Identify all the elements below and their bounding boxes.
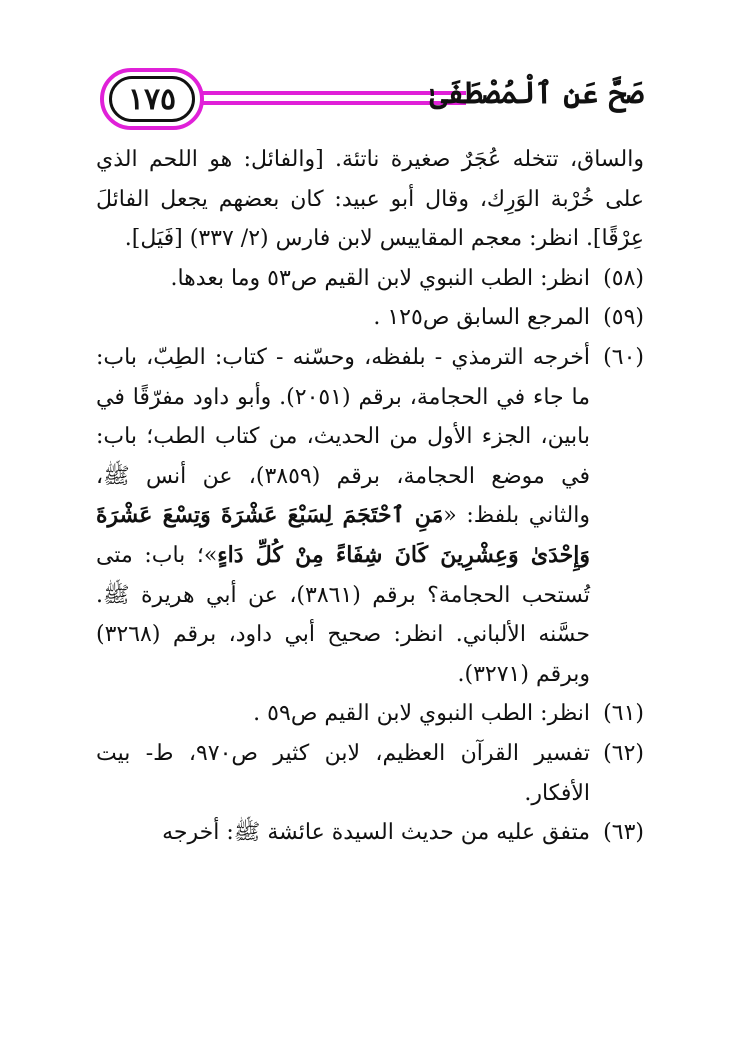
header-rule-line-top	[202, 91, 466, 95]
footnote-59	[96, 298, 644, 338]
footnote-text: تفسير القرآن العظيم، لابن كثير ص٩٧٠، ط- بيت الأفكار.	[96, 740, 590, 806]
header-rule	[202, 91, 466, 107]
page-number: ١٧٥	[109, 76, 195, 122]
header-rule-line-bottom	[202, 101, 466, 105]
footnote-60	[96, 338, 644, 694]
page-header	[100, 68, 644, 134]
footnote-text: متفق عليه من حديث السيدة عائشة ﷺ: أخرجه	[162, 820, 590, 846]
footnote-number: (٦٣)	[603, 820, 644, 846]
footnote-text: المرجع السابق ص١٢٥ .	[373, 305, 590, 331]
hadith-quote: مَنِ ٱحْتَجَمَ لِسَبْعَ عَشْرَةَ وَتِسْعَ عَشْرَةَ وَإِحْدَىٰ وَعِشْرِينَ كَانَ شِفَاءً مِنْ كُلِّ دَاءٍ	[96, 502, 590, 568]
continued-footnote-text: والساق، تتخله عُجَرٌ صغيرة ناتئة. [والفائل: هو اللحم الذي على خُرْبة الوَرِك، وقال أبو عبيد: كان بعضهم يجعل الفائلَ عِرْقًا]. انظر: معجم المقاييس لابن فارس (٢/ ٣٣٧) [فَيَل].	[96, 147, 644, 252]
footnote-58	[96, 259, 644, 299]
footnote-text-part-2: »؛ باب: متى تُستحب الحجامة؟ برقم (٣٨٦١)، عن أبي هريرة ﷺ. حسَّنه الألباني. انظر: صحيح أبي داود، برقم (٣٢٦٨) وبرقم (٣٢٧١).	[96, 542, 590, 687]
footnote-62	[96, 734, 644, 813]
footnote-number: (٥٨)	[603, 265, 644, 291]
footnote-63	[96, 813, 644, 853]
footnote-number: (٦٠)	[603, 344, 644, 370]
footnote-number: (٦٢)	[603, 740, 644, 766]
running-title: صَحَّ عَنِ ٱلْمُصْطَفَىٰ	[429, 76, 644, 111]
footnote-text	[96, 338, 590, 694]
footnotes-body	[96, 140, 644, 853]
footnote-61	[96, 694, 644, 734]
footnote-text: انظر: الطب النبوي لابن القيم ص٥٣ وما بعدها.	[170, 265, 590, 291]
footnote-number: (٥٩)	[603, 305, 644, 331]
page-number-badge	[100, 68, 204, 130]
footnote-text-part-1: أخرجه الترمذي - بلفظه، وحسّنه - كتاب: الطِبّ، باب: ما جاء في الحجامة، برقم (٢٠٥١). وأبو داود مفرّقًا في بابين، الجزء الأول من الحديث، من كتاب الطب؛ باب: في موضع الحجامة، برقم (٣٨٥٩)، عن أنس ﷺ، والثاني بلفظ: «	[96, 344, 590, 529]
footnote-text: انظر: الطب النبوي لابن القيم ص٥٩ .	[253, 701, 590, 727]
footnote-number: (٦١)	[603, 701, 644, 727]
